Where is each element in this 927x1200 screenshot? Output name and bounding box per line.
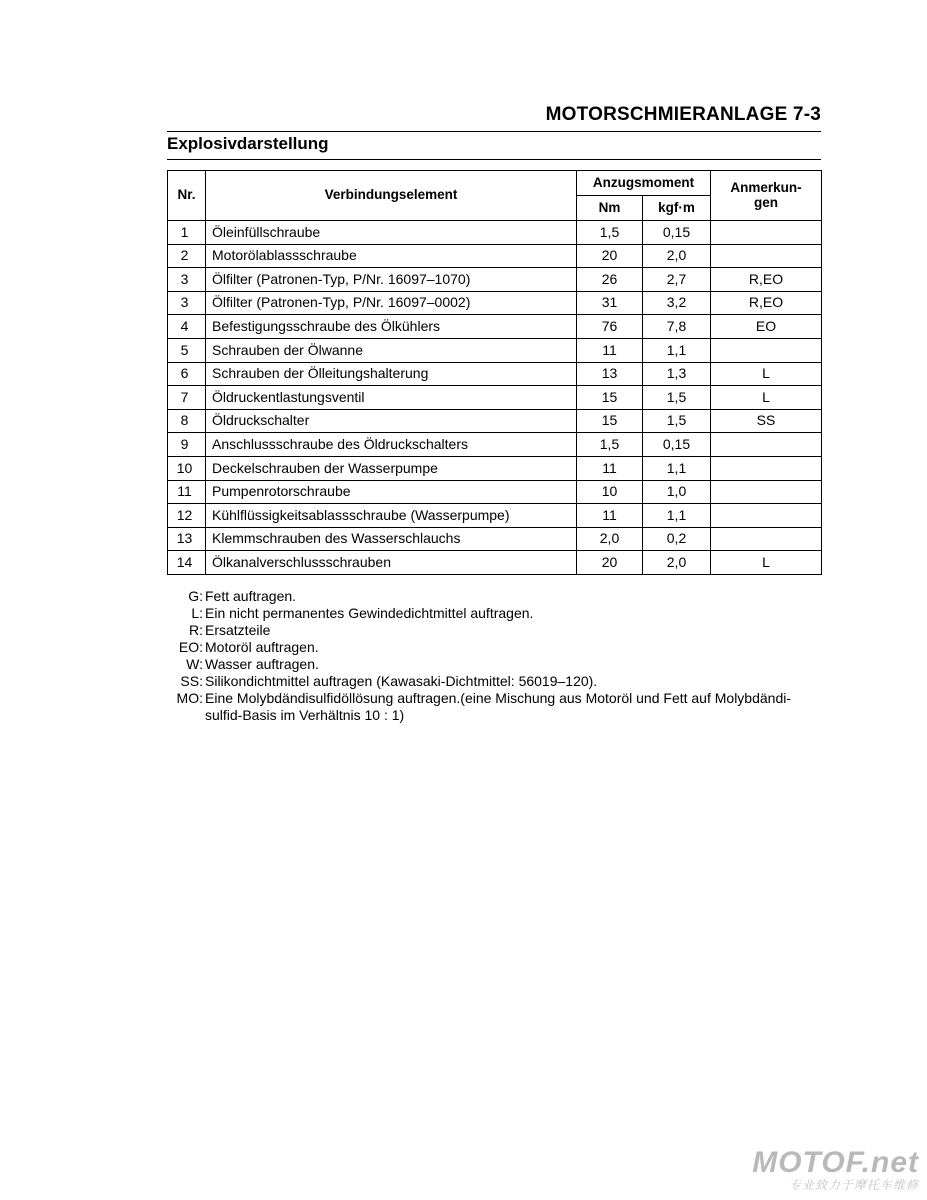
- legend: [167, 588, 827, 724]
- cell-name: Kühlflüssigkeitsablassschraube (Wasserpumpe): [206, 504, 577, 528]
- watermark-logo: MOTOF.net: [752, 1146, 919, 1179]
- cell-nr: 2: [168, 244, 206, 268]
- cell-name: Öldruckschalter: [206, 409, 577, 433]
- cell-nr: 5: [168, 338, 206, 362]
- header-rule: [167, 131, 821, 132]
- cell-name: Deckelschrauben der Wasserpumpe: [206, 456, 577, 480]
- cell-kgfm: 2,0: [643, 244, 711, 268]
- cell-nm: 1,5: [577, 221, 643, 245]
- header-kgfm: kgf·m: [643, 196, 711, 221]
- cell-nr: 6: [168, 362, 206, 386]
- legend-text: Fett auftragen.: [205, 588, 297, 604]
- cell-nr: 3: [168, 291, 206, 315]
- legend-text: sulfid-Basis im Verhältnis 10 : 1): [205, 707, 405, 723]
- cell-kgfm: 0,15: [643, 221, 711, 245]
- cell-name: Öleinfüllschraube: [206, 221, 577, 245]
- table-row: [168, 338, 822, 362]
- header-element: Verbindungselement: [206, 171, 577, 221]
- cell-nm: 20: [577, 551, 643, 575]
- legend-text: Wasser auftragen.: [205, 656, 319, 672]
- cell-name: Ölkanalverschlussschrauben: [206, 551, 577, 575]
- cell-remarks: R,EO: [711, 291, 822, 315]
- cell-nr: 12: [168, 504, 206, 528]
- legend-item: [167, 707, 827, 724]
- table-row: [168, 551, 822, 575]
- table-row: [168, 527, 822, 551]
- cell-remarks: [711, 527, 822, 551]
- cell-kgfm: 1,1: [643, 338, 711, 362]
- cell-kgfm: 1,5: [643, 386, 711, 410]
- cell-kgfm: 1,1: [643, 456, 711, 480]
- cell-kgfm: 7,8: [643, 315, 711, 339]
- table-row: [168, 268, 822, 292]
- table-row: [168, 362, 822, 386]
- cell-nm: 76: [577, 315, 643, 339]
- page-header-title: MOTORSCHMIERANLAGE 7-3: [545, 104, 821, 125]
- cell-nm: 1,5: [577, 433, 643, 457]
- cell-kgfm: 0,15: [643, 433, 711, 457]
- table-row: [168, 456, 822, 480]
- cell-nm: 11: [577, 338, 643, 362]
- table-row: [168, 480, 822, 504]
- cell-remarks: [711, 504, 822, 528]
- header-torque: Anzugsmoment: [577, 171, 711, 196]
- table-row: [168, 315, 822, 339]
- header-remarks-line1: Anmerkun-: [730, 179, 802, 195]
- legend-text: Ersatzteile: [205, 622, 271, 638]
- section-title: Explosivdarstellung: [167, 134, 329, 153]
- legend-item: [167, 622, 827, 639]
- cell-remarks: R,EO: [711, 268, 822, 292]
- torque-table: [167, 170, 822, 575]
- cell-remarks: L: [711, 362, 822, 386]
- legend-text: Motoröl auftragen.: [205, 639, 319, 655]
- section-rule: [167, 159, 821, 160]
- cell-nm: 15: [577, 409, 643, 433]
- table-row: [168, 386, 822, 410]
- legend-item: [167, 656, 827, 673]
- cell-nr: 7: [168, 386, 206, 410]
- cell-nm: 20: [577, 244, 643, 268]
- cell-remarks: L: [711, 386, 822, 410]
- legend-key: MO:: [176, 690, 203, 706]
- legend-item: [167, 673, 827, 690]
- cell-nm: 31: [577, 291, 643, 315]
- cell-remarks: [711, 244, 822, 268]
- legend-key: W:: [186, 656, 203, 672]
- cell-name: Schrauben der Ölwanne: [206, 338, 577, 362]
- cell-nm: 2,0: [577, 527, 643, 551]
- cell-nr: 11: [168, 480, 206, 504]
- cell-nm: 15: [577, 386, 643, 410]
- cell-kgfm: 1,3: [643, 362, 711, 386]
- legend-item: [167, 639, 827, 656]
- header-remarks-line2: gen: [753, 194, 778, 210]
- cell-nm: 11: [577, 504, 643, 528]
- cell-nr: 8: [168, 409, 206, 433]
- cell-kgfm: 0,2: [643, 527, 711, 551]
- cell-nr: 10: [168, 456, 206, 480]
- cell-nr: 9: [168, 433, 206, 457]
- legend-key: SS:: [180, 673, 203, 689]
- cell-kgfm: 2,0: [643, 551, 711, 575]
- legend-key: [167, 707, 203, 724]
- legend-key: L:: [191, 605, 203, 621]
- watermark: [752, 1148, 919, 1192]
- table-row: [168, 221, 822, 245]
- legend-text: Eine Molybdändisulfidöllösung auftragen.(eine Mischung aus Motoröl und Fett auf Molybdändi-: [205, 690, 792, 706]
- table-row: [168, 409, 822, 433]
- torque-table-body: [168, 221, 822, 575]
- legend-item: [167, 690, 827, 707]
- cell-kgfm: 3,2: [643, 291, 711, 315]
- table-row: [168, 433, 822, 457]
- cell-nr: 13: [168, 527, 206, 551]
- cell-name: Ölfilter (Patronen-Typ, P/Nr. 16097–0002): [206, 291, 577, 315]
- cell-remarks: [711, 433, 822, 457]
- cell-remarks: [711, 338, 822, 362]
- cell-nm: 10: [577, 480, 643, 504]
- cell-name: Pumpenrotorschraube: [206, 480, 577, 504]
- legend-key: G:: [188, 588, 203, 604]
- cell-remarks: [711, 456, 822, 480]
- legend-item: [167, 588, 827, 605]
- legend-key: EO:: [178, 639, 203, 655]
- cell-remarks: [711, 221, 822, 245]
- cell-name: Anschlussschraube des Öldruckschalters: [206, 433, 577, 457]
- watermark-tagline: 专业致力于摩托车维修: [788, 1178, 919, 1192]
- legend-key: R:: [189, 622, 203, 638]
- cell-nm: 11: [577, 456, 643, 480]
- cell-remarks: SS: [711, 409, 822, 433]
- header-remarks: [711, 171, 822, 221]
- table-row: [168, 244, 822, 268]
- cell-name: Ölfilter (Patronen-Typ, P/Nr. 16097–1070): [206, 268, 577, 292]
- cell-name: Klemmschrauben des Wasserschlauchs: [206, 527, 577, 551]
- cell-kgfm: 1,1: [643, 504, 711, 528]
- cell-name: Motorölablassschraube: [206, 244, 577, 268]
- cell-nm: 26: [577, 268, 643, 292]
- cell-remarks: EO: [711, 315, 822, 339]
- cell-nr: 14: [168, 551, 206, 575]
- cell-name: Befestigungsschraube des Ölkühlers: [206, 315, 577, 339]
- cell-name: Schrauben der Ölleitungshalterung: [206, 362, 577, 386]
- cell-kgfm: 1,0: [643, 480, 711, 504]
- table-row: [168, 504, 822, 528]
- cell-kgfm: 1,5: [643, 409, 711, 433]
- legend-text: Ein nicht permanentes Gewindedichtmittel auftragen.: [205, 605, 534, 621]
- header-nm: Nm: [577, 196, 643, 221]
- cell-remarks: L: [711, 551, 822, 575]
- cell-nm: 13: [577, 362, 643, 386]
- legend-item: [167, 605, 827, 622]
- cell-name: Öldruckentlastungsventil: [206, 386, 577, 410]
- header-nr: Nr.: [168, 171, 206, 221]
- cell-nr: 4: [168, 315, 206, 339]
- cell-remarks: [711, 480, 822, 504]
- legend-text: Silikondichtmittel auftragen (Kawasaki-Dichtmittel: 56019–120).: [205, 673, 598, 689]
- table-row: [168, 291, 822, 315]
- cell-nr: 1: [168, 221, 206, 245]
- cell-nr: 3: [168, 268, 206, 292]
- cell-kgfm: 2,7: [643, 268, 711, 292]
